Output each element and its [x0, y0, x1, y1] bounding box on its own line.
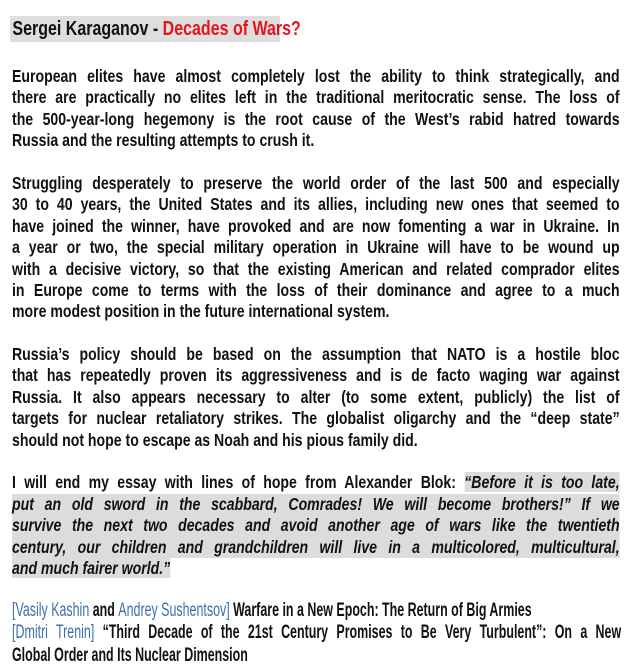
text-line: Russia. It also appears necessary to alter (to some extent, publicly) the list of: [12, 386, 620, 407]
quote-last: and much fairer world.”: [12, 557, 171, 578]
related-article-2[interactable]: [Dmitri Trenin] “Third Decade of the 21st Century Promises to Be Very Turbulent”: On a New: [12, 622, 622, 644]
text-line: the 500-year-long hegemony is the root cause of the West’s rabid hatred towards: [12, 108, 620, 129]
text-line: have joined the winner, have provoked and are now fomenting a war in Ukraine. In: [12, 215, 620, 236]
text-line: should not hope to escape as Noah and his pious family did.: [12, 429, 418, 450]
ref-author-link[interactable]: Dmitri Trenin: [15, 622, 91, 644]
blok-quote-start: “Before it is too late,: [464, 472, 620, 493]
text-line: [12, 472, 620, 493]
paragraph-3: [12, 344, 620, 451]
paragraph-1: [12, 66, 620, 152]
blok-intro: I will end my essay with lines of hope from Alexander Blok:: [12, 472, 465, 493]
text-line: Russia and the resulting attempts to crush it.: [12, 130, 315, 151]
related-articles: [12, 600, 621, 667]
text-line: there are practically no elites left in the traditional meritocratic sense. The loss of: [12, 87, 620, 108]
quote-line: century, our children and grandchildren will live in a multicolored, multicultural,: [12, 536, 620, 557]
text-line: Struggling desperately to preserve the world order of the last 500 and especially: [12, 172, 620, 193]
text-line: European elites have almost completely lost the ability to think strategically, and: [12, 66, 620, 86]
ref-author-link[interactable]: Vasily Kashin: [15, 600, 90, 621]
quote-line: [12, 558, 620, 579]
title-author: Sergei Karaganov -: [12, 18, 163, 40]
ref-author-link[interactable]: Andrey Sushentsov: [118, 600, 227, 621]
text-line: that has repeatedly proven its aggressiveness and is de facto waging war against: [12, 365, 620, 386]
article-title: [10, 16, 301, 42]
text-line: targets for nuclear retaliatory strikes. The globalist oligarchy and the “deep state”: [12, 408, 620, 429]
quote-line: put an old sword in the scabbard, Comrades! We will become brothers!” If we: [12, 493, 620, 514]
text-line: 30 to 40 years, the United States and its allies, including new ones that seemed to: [12, 194, 620, 215]
article-body: [12, 66, 620, 579]
related-article-2-cont[interactable]: Global Order and Its Nuclear Dimension: [12, 644, 248, 666]
text-line: more modest position in the future international system.: [12, 301, 390, 322]
text-line: Russia’s policy should be based on the assumption that NATO is a hostile bloc: [12, 344, 620, 365]
quote-line: survive the next two decades and avoid another age of wars like the twentieth: [12, 515, 620, 536]
ref-and: and: [89, 600, 119, 621]
ref-title-link[interactable]: “Third Decade of the 21st Century Promises to Be Very Turbulent”: On a New: [94, 622, 622, 644]
text-line: in Europe come to terms with the loss of their dominance and agree to a much: [12, 279, 620, 300]
related-article-1[interactable]: [Vasily Kashin and Andrey Sushentsov] Warfare in a New Epoch: The Return of Big Armies: [12, 600, 532, 621]
ref-title-link[interactable]: Warfare in a New Epoch: The Return of Big Armies: [229, 600, 532, 621]
paragraph-2: [12, 173, 620, 323]
text-line: a year or two, the special military operation in Ukraine will have to be wound up: [12, 237, 620, 258]
title-headline: Decades of Wars?: [162, 18, 301, 40]
paragraph-4: [12, 472, 620, 579]
text-line: with a decisive victory, so that the existing American and related comprador elites: [12, 258, 620, 279]
